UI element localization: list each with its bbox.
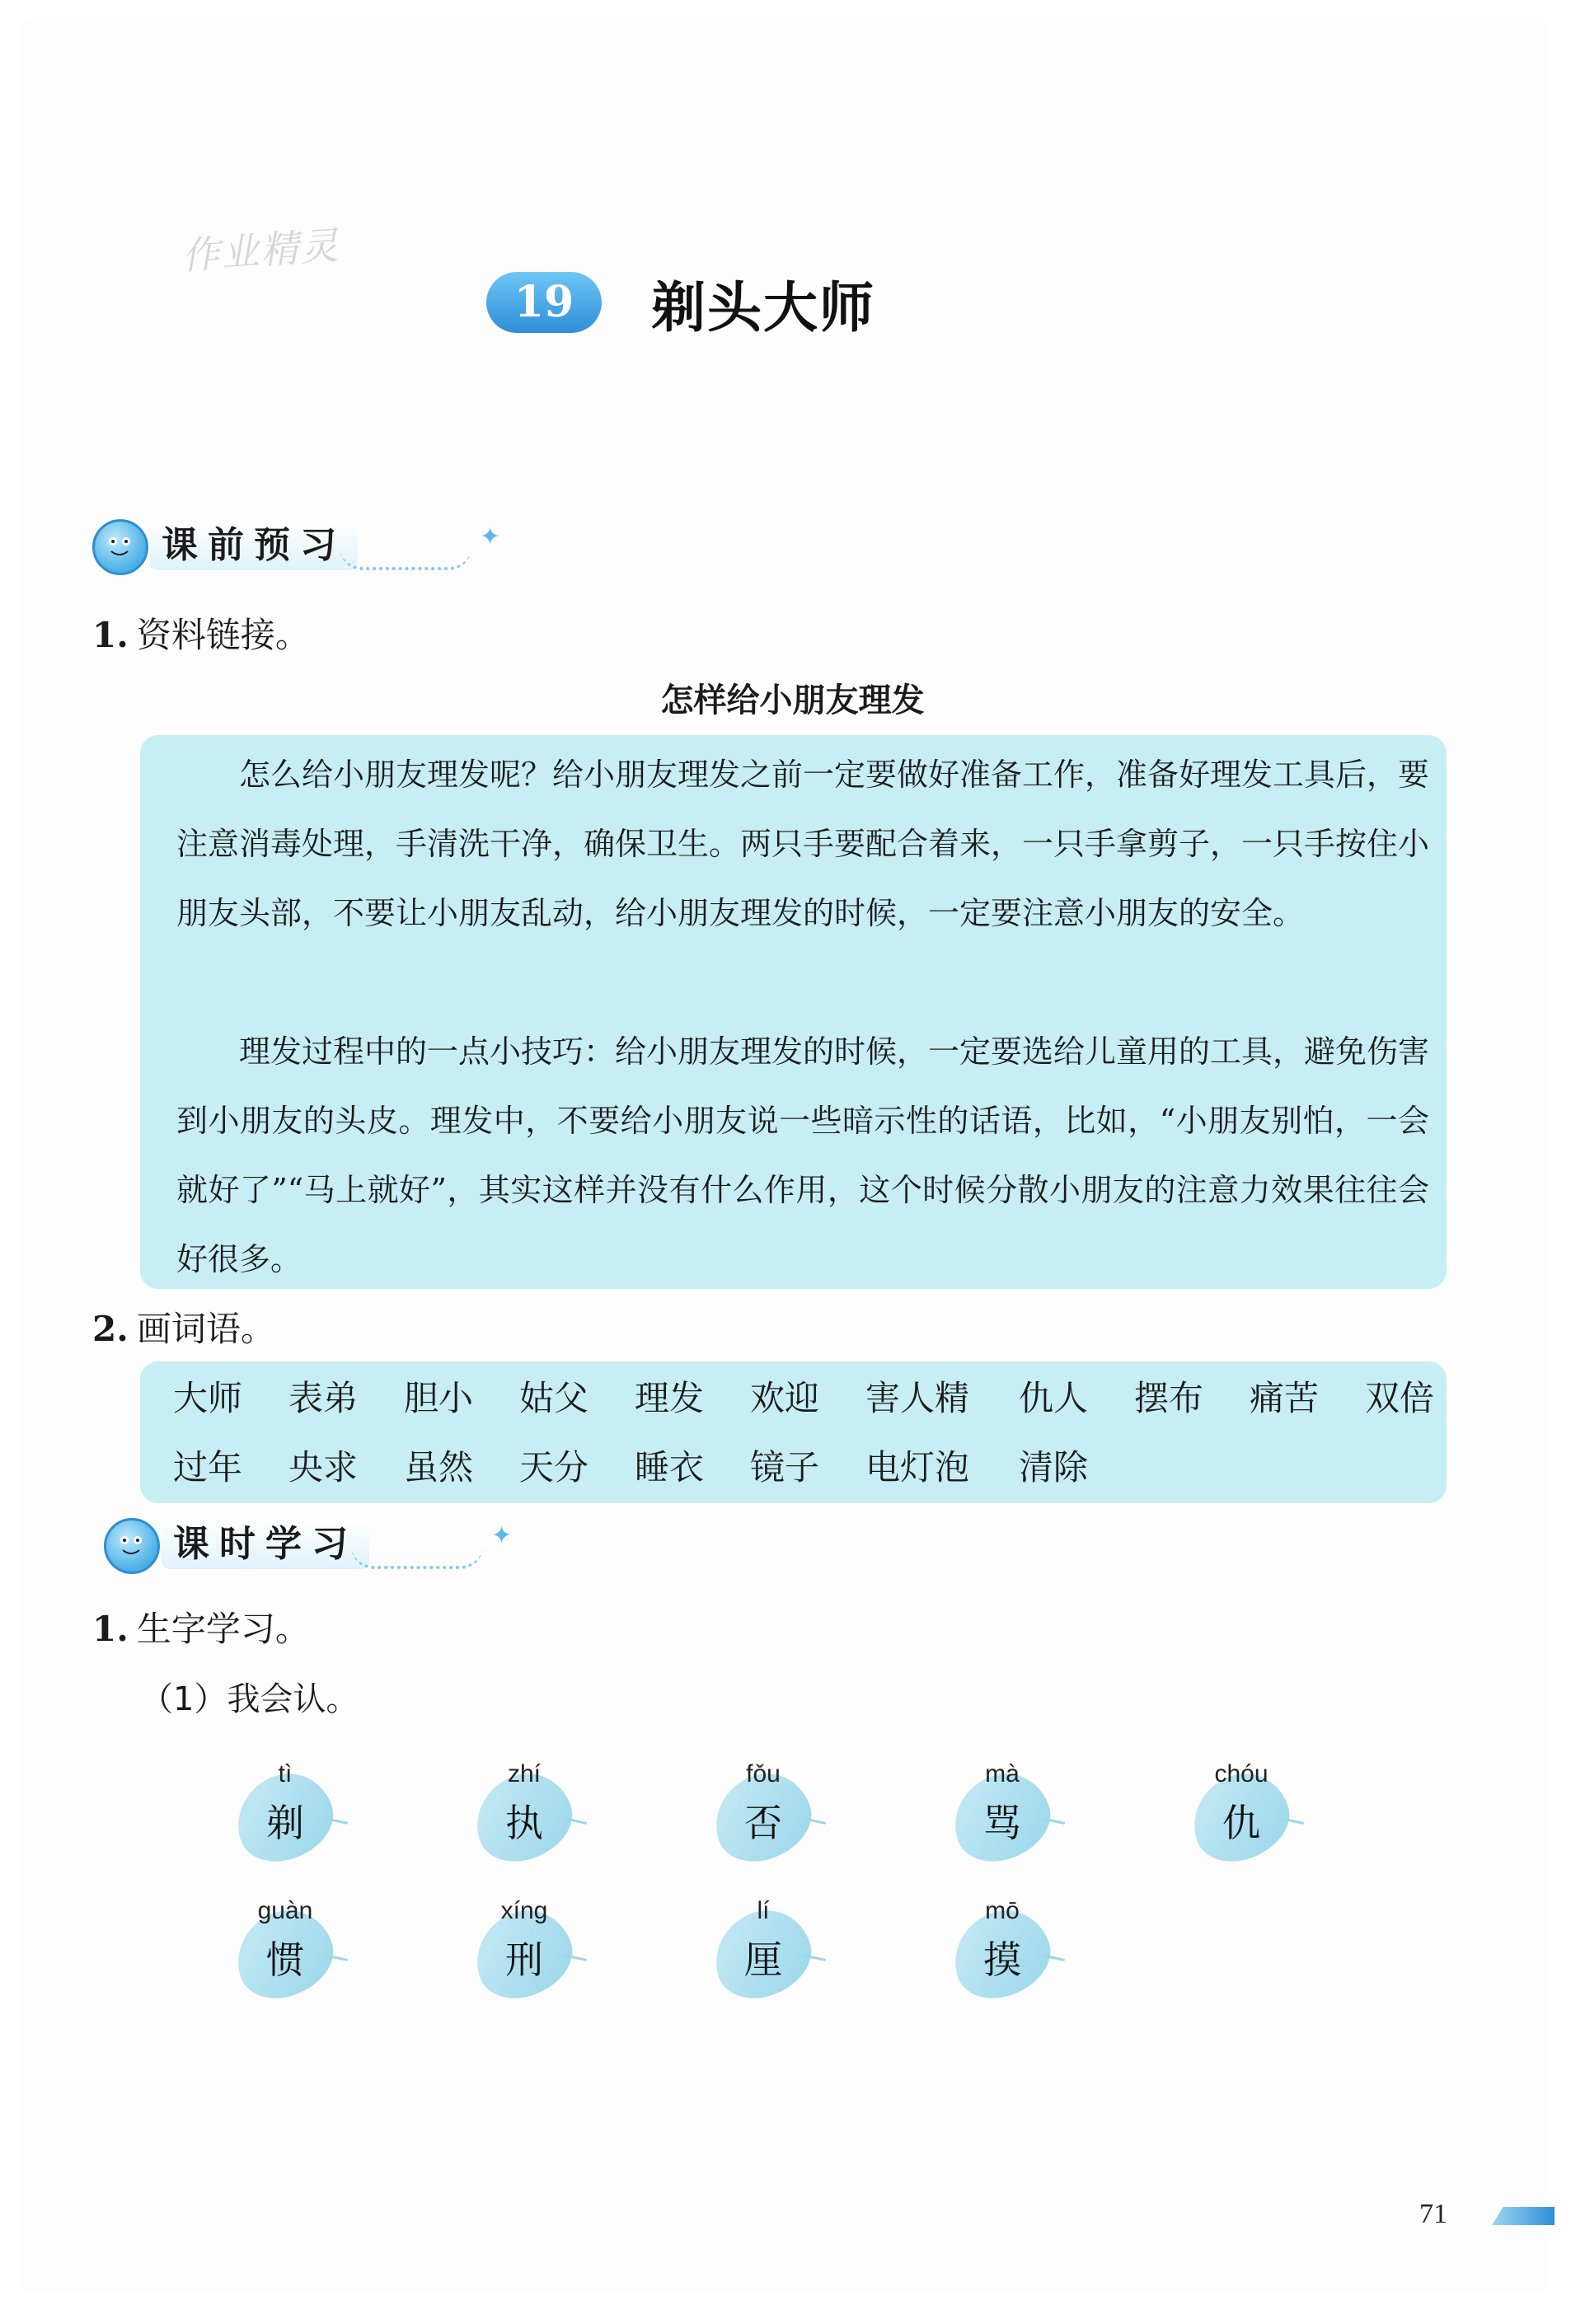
question-1-preview (92, 608, 310, 658)
char-leaf (467, 1897, 590, 2004)
char-leaf (227, 1760, 351, 1867)
mascot-icon (104, 1518, 160, 1574)
pinyin: zhí (507, 1760, 542, 1788)
hanzi: 骂 (983, 1801, 1021, 1845)
hanzi: 惯 (266, 1937, 304, 1982)
star-icon: ✦ (480, 522, 501, 551)
word-item: 天分 (519, 1447, 589, 1488)
char-leaf (1184, 1760, 1307, 1867)
word-item: 镜子 (750, 1447, 820, 1488)
char-leaf (227, 1897, 351, 2004)
word-item: 过年 (173, 1447, 243, 1488)
hanzi: 剃 (266, 1801, 304, 1845)
pinyin: tì (278, 1760, 293, 1788)
pinyin: fǒu (746, 1760, 781, 1788)
char-leaf (706, 1760, 829, 1867)
paragraph-1: 怎么给小朋友理发呢？给小朋友理发之前一定要做好准备工作，准备好理发工具后，要注意消毒处理，手清洗干净，确保卫生。两只手要配合着来，一只手拿剪子，一只手按住小朋友头部，不要让小朋友乱动，给小朋友理发的时候，一定要注意小朋友的安全。 (176, 757, 1430, 931)
word-item: 害人精 (865, 1378, 970, 1418)
hanzi: 刑 (505, 1937, 543, 1982)
section-head-study (104, 1518, 513, 1576)
star-icon: ✦ (491, 1521, 513, 1550)
pinyin: mō (985, 1897, 1020, 1924)
mascot-icon (92, 519, 148, 575)
hanzi: 摸 (983, 1937, 1021, 1982)
lesson-title: 剃头大师 (651, 275, 875, 340)
question-1-study (92, 1602, 310, 1652)
word-item: 欢迎 (750, 1378, 820, 1418)
section-label-study: 课时学习 (162, 1520, 369, 1569)
word-item: 摆布 (1134, 1378, 1204, 1418)
char-leaf (945, 1897, 1068, 2004)
word-item: 大师 (173, 1378, 243, 1418)
word-item: 双倍 (1365, 1378, 1435, 1418)
paragraph-2: 理发过程中的一点小技巧：给小朋友理发的时候，一定要选给儿童用的工具，避免伤害到小朋友的头皮。理发中，不要给小朋友说一些暗示性的话语，比如，“小朋友别怕，一会就好了”“马上就好”，其实这样并没有什么作用，这个时候分散小朋友的注意力效果往往会好很多。 (176, 1033, 1430, 1277)
hanzi: 执 (505, 1801, 543, 1845)
word-item: 睡衣 (635, 1447, 705, 1488)
hanzi: 否 (744, 1801, 782, 1845)
q-text: 资料链接。 (136, 615, 310, 655)
decor-trail (351, 1546, 483, 1569)
word-item: 仇人 (1019, 1378, 1089, 1418)
q-number: 2. (92, 1309, 129, 1349)
pinyin: chóu (1214, 1760, 1268, 1788)
sub-question: （1）我会认。 (140, 1680, 359, 1718)
q-number: 1. (92, 615, 129, 655)
lesson-number-badge: 19 (486, 272, 602, 333)
char-leaf (945, 1760, 1068, 1867)
hanzi: 仇 (1222, 1801, 1260, 1845)
q-text: 生字学习。 (136, 1609, 310, 1649)
pinyin: xíng (500, 1897, 548, 1924)
q-number: 1. (92, 1609, 129, 1649)
word-item: 央求 (288, 1447, 359, 1488)
section-label-preview: 课前预习 (150, 521, 358, 570)
q-text: 画词语。 (136, 1309, 275, 1349)
section-head-preview (92, 519, 501, 577)
word-item: 虽然 (404, 1447, 474, 1488)
char-leaf (706, 1897, 829, 2004)
pinyin: mà (985, 1760, 1020, 1788)
question-2-preview (92, 1302, 275, 1352)
word-item: 胆小 (404, 1378, 474, 1418)
word-item: 痛苦 (1250, 1378, 1320, 1418)
word-item: 表弟 (288, 1378, 359, 1418)
word-item: 电灯泡 (865, 1447, 970, 1488)
char-leaf (467, 1760, 590, 1867)
watermark: 作业精灵 (180, 223, 341, 279)
page-number: 71 (1419, 2199, 1447, 2229)
pinyin: guàn (257, 1897, 313, 1924)
word-item: 理发 (635, 1378, 705, 1418)
pinyin: lí (757, 1897, 770, 1924)
decor-trail (340, 547, 471, 570)
word-item: 姑父 (519, 1378, 589, 1418)
article-title: 怎样给小朋友理发 (660, 682, 925, 719)
word-item: 清除 (1019, 1447, 1089, 1488)
hanzi: 厘 (744, 1937, 782, 1982)
